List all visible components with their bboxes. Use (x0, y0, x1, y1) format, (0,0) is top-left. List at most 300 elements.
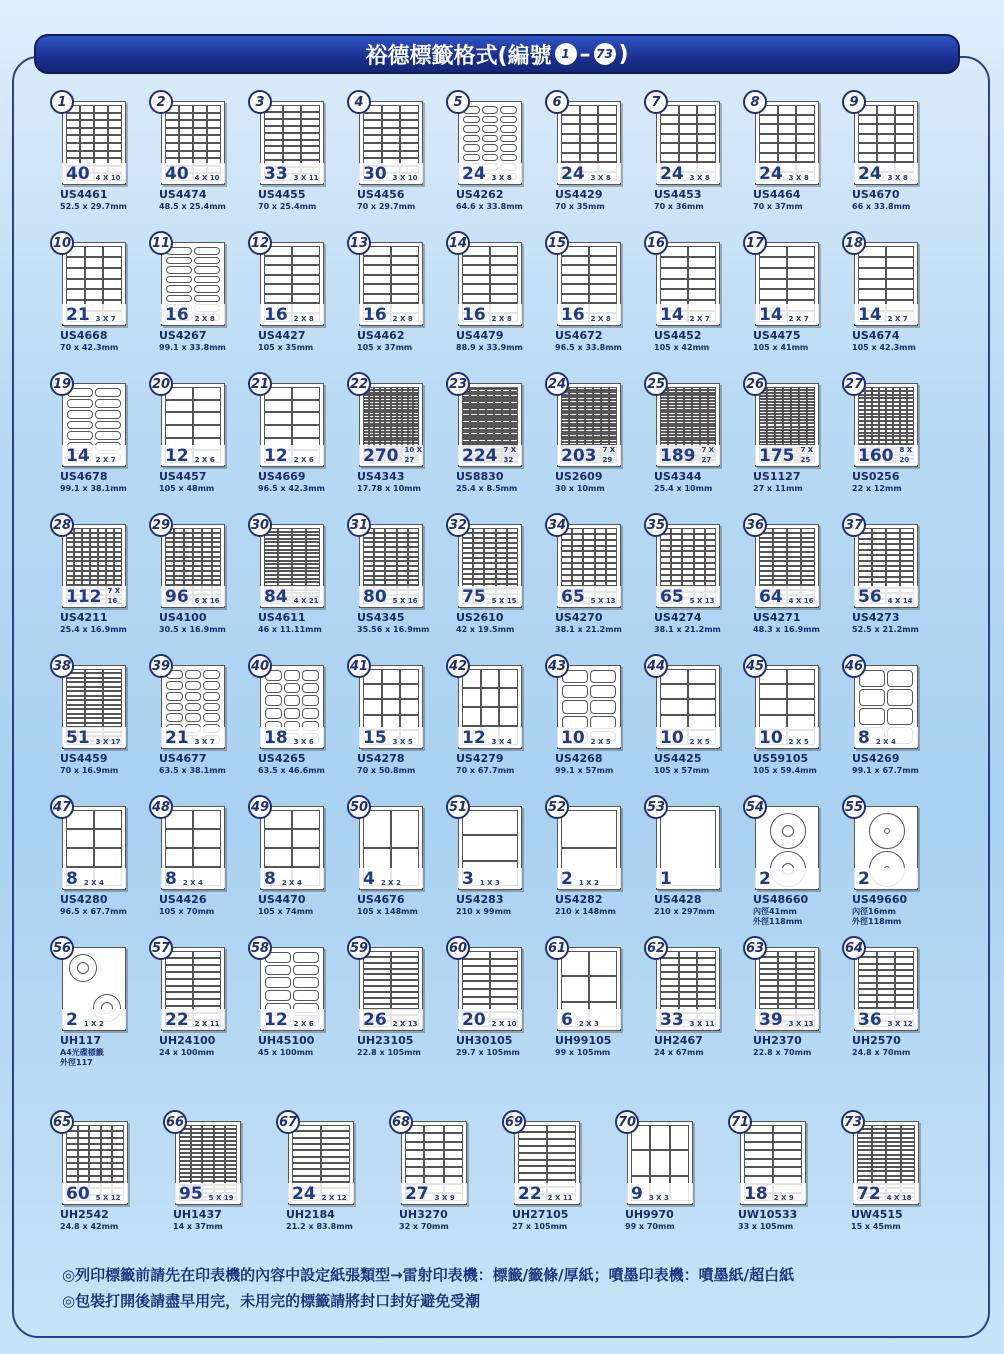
label-count: 9 (631, 1184, 643, 1204)
label-layout-dims: 2 X 7 (95, 456, 116, 464)
label-cell (179, 151, 193, 159)
label-size (60, 625, 127, 635)
label-cell (858, 153, 877, 163)
label-size-line: 105 x 148mm (357, 907, 418, 916)
label-size (159, 907, 214, 917)
label-cell (400, 699, 419, 714)
label-cell (66, 135, 80, 143)
label-count-badge (853, 1183, 919, 1203)
product-code: US4271 (753, 611, 801, 624)
label-format-card (276, 1110, 389, 1251)
label-cell (886, 289, 914, 300)
label-cell (895, 143, 914, 153)
label-format-card (50, 795, 149, 936)
label-count-badge (627, 1183, 693, 1203)
label-layout-dims: 3 X 13 (788, 1020, 814, 1028)
title-close: ) (618, 41, 629, 67)
label-cell (166, 276, 192, 284)
label-size-line: 210 x 297mm (654, 907, 715, 916)
label-cell (207, 113, 221, 121)
label-count-badge (740, 1183, 806, 1203)
label-size-line: 88.9 x 33.9mm (456, 343, 523, 352)
label-cell (283, 153, 302, 160)
label-layout-dims: 2 X 8 (590, 315, 611, 323)
cd-hole-shape (77, 962, 89, 974)
format-number-badge: 55 (842, 795, 866, 819)
label-cell (660, 979, 679, 986)
label-count-badge (656, 727, 720, 747)
label-format-card (163, 1110, 276, 1251)
product-code: US4345 (357, 611, 405, 624)
product-code: US4669 (258, 470, 306, 483)
label-size (654, 343, 709, 353)
label-count: 95 (179, 1184, 203, 1204)
label-cell (108, 120, 122, 128)
label-count-badge (656, 304, 720, 324)
format-number-badge: 42 (446, 654, 470, 678)
label-cell (264, 140, 283, 147)
label-cell (301, 119, 320, 126)
label-cell (688, 699, 716, 714)
label-count-badge (62, 1009, 126, 1029)
product-code: UH9970 (625, 1208, 674, 1221)
label-size (357, 484, 421, 494)
label-cell (462, 966, 490, 974)
label-cell (207, 135, 221, 143)
label-layout-dims: 2 X 11 (547, 1194, 573, 1202)
label-format-card (842, 795, 941, 936)
label-size-line: 105 x 70mm (159, 907, 215, 916)
product-code: US4470 (258, 893, 306, 906)
format-number-badge: 37 (842, 513, 866, 537)
format-number-badge: 38 (50, 654, 74, 678)
label-cell (292, 265, 320, 275)
label-cell (67, 399, 93, 408)
product-code: US4453 (654, 188, 702, 201)
label-format-card (841, 1110, 954, 1251)
format-number-badge: 45 (743, 654, 767, 678)
label-cell (697, 124, 716, 134)
label-size (753, 907, 802, 927)
label-cell (66, 143, 80, 151)
label-format-card (50, 936, 149, 1077)
label-count-badge (359, 304, 423, 324)
label-count: 6 (561, 1010, 573, 1030)
label-cell (895, 115, 914, 125)
label-format-card (502, 1110, 615, 1251)
label-count: 26 (363, 1010, 387, 1030)
label-layout-dims: 8 X 20 (899, 446, 913, 464)
label-count: 175 (759, 446, 795, 466)
label-layout-dims: 2 X 8 (392, 315, 413, 323)
product-code: UH30105 (456, 1034, 513, 1047)
label-cell (561, 294, 589, 304)
label-cell (179, 105, 193, 113)
label-layout-dims: 7 X 29 (602, 446, 616, 464)
label-layout-dims: 2 X 4 (281, 879, 302, 887)
label-cell (490, 275, 518, 285)
label-count-badge (288, 1183, 354, 1203)
label-cell (679, 143, 698, 153)
label-count-badge (458, 586, 522, 606)
label-cell (796, 105, 815, 115)
format-number-badge: 46 (842, 654, 866, 678)
label-cell (264, 400, 292, 413)
label-cell (561, 143, 580, 153)
label-cell (490, 246, 518, 256)
label-count: 12 (264, 446, 288, 466)
label-cell (688, 684, 716, 699)
label-cell (165, 135, 179, 143)
label-layout-dims: 2 X 4 (875, 738, 896, 746)
label-cell (561, 275, 589, 285)
format-number-badge: 23 (446, 372, 470, 396)
label-cell (165, 128, 179, 136)
label-count-badge (557, 304, 621, 324)
label-size (357, 907, 418, 917)
product-code: US4676 (357, 893, 405, 906)
label-size (357, 202, 415, 212)
label-size (852, 766, 919, 776)
label-size-line: 22.8 x 105mm (357, 1048, 421, 1057)
label-cell (482, 106, 499, 114)
label-format-card (149, 513, 248, 654)
footer-note-1: ◎列印標籤前請先在印表機的內容中設定紙張類型→雷射印表機：標籤/籤條/厚紙；噴墨印表機：噴墨紙/超白紙 (62, 1266, 795, 1284)
label-cell (589, 256, 617, 266)
label-size-line: 99.1 x 33.8mm (159, 343, 226, 352)
label-cell (194, 276, 220, 284)
label-count: 2 (858, 869, 870, 889)
format-number-badge: 47 (50, 795, 74, 819)
label-layout-dims: 2 X 4 (83, 879, 104, 887)
label-size-line: 38.1 x 21.2mm (654, 625, 721, 634)
format-number-badge: 29 (149, 513, 173, 537)
label-cell (193, 120, 207, 128)
label-format-card (149, 372, 248, 513)
label-cell (463, 125, 480, 133)
label-layout-dims: 2 X 2 (380, 879, 401, 887)
label-cell (462, 810, 518, 835)
label-cell (80, 120, 94, 128)
label-cell (482, 135, 499, 143)
label-cell (462, 284, 490, 294)
label-cell (165, 999, 193, 1006)
title-end-number: 73 (594, 43, 616, 65)
format-number-badge: 53 (644, 795, 668, 819)
label-cell (697, 134, 716, 144)
label-cell (744, 1159, 773, 1167)
label-count: 39 (759, 1010, 783, 1030)
label-cell (193, 829, 221, 848)
label-cell (481, 688, 500, 707)
label-size-line: 105 x 57mm (654, 766, 710, 775)
label-cell (796, 115, 815, 125)
label-count: 21 (165, 728, 189, 748)
label-cell (66, 848, 94, 867)
label-cell (382, 684, 401, 699)
label-cell (858, 134, 877, 144)
label-size (852, 202, 910, 212)
format-number-badge: 20 (149, 372, 173, 396)
label-size-line: 52.5 x 29.7mm (60, 202, 127, 211)
label-cell (67, 410, 93, 419)
label-cell (650, 1125, 669, 1150)
label-size-line: 21.2 x 83.8mm (286, 1222, 353, 1231)
label-format-card (149, 654, 248, 795)
product-code: US8830 (456, 470, 504, 483)
label-cell (66, 279, 85, 290)
product-code: US4282 (555, 893, 603, 906)
label-format-card (248, 231, 347, 372)
label-cell (302, 695, 319, 706)
label-layout-dims: 2 X 10 (491, 1020, 517, 1028)
label-layout-dims: 2 X 4 (182, 879, 203, 887)
format-number-badge: 50 (347, 795, 371, 819)
label-cell (462, 981, 490, 989)
label-cell (363, 128, 382, 136)
label-cell (165, 151, 179, 159)
label-size-line: 32 x 70mm (399, 1222, 449, 1231)
label-size-line: 105 x 74mm (258, 907, 314, 916)
label-cell (166, 713, 183, 722)
label-cell (547, 1125, 576, 1132)
label-count: 27 (405, 1184, 429, 1204)
label-cell (598, 115, 617, 125)
label-cell (265, 708, 282, 719)
label-cell (679, 105, 698, 115)
label-size-line: 105 x 42.3mm (852, 343, 916, 352)
label-count: 84 (264, 587, 288, 607)
label-cell (759, 279, 787, 290)
label-cell (292, 412, 320, 425)
label-cell (363, 265, 391, 275)
label-cell (382, 135, 401, 143)
label-cell (292, 256, 320, 266)
label-cell (778, 115, 797, 125)
label-cell (265, 695, 282, 706)
label-cell (292, 284, 320, 294)
label-format-card (248, 90, 347, 231)
label-cell (481, 669, 500, 688)
format-number-badge: 66 (163, 1110, 187, 1134)
label-format-card (644, 372, 743, 513)
label-size-line: 105 x 59.4mm (753, 766, 817, 775)
product-code: US48660 (753, 893, 809, 906)
label-size (555, 1048, 610, 1058)
label-count-badge (359, 163, 423, 183)
product-code: UH117 (60, 1034, 102, 1047)
label-size-line: 210 x 148mm (555, 907, 616, 916)
label-format-card (50, 372, 149, 513)
label-count-badge (62, 868, 126, 888)
label-layout-dims: 10 X 27 (404, 446, 423, 464)
label-size (654, 766, 709, 776)
label-cell (165, 412, 193, 425)
label-count-badge (161, 586, 225, 606)
label-count: 189 (660, 446, 696, 466)
label-size-line: 25.4 x 10mm (654, 484, 713, 493)
label-size-line: 70 x 67.7mm (456, 766, 515, 775)
label-cell (688, 289, 716, 300)
label-size-line: 96.5 x 67.7mm (60, 907, 127, 916)
label-size-line: 45 x 100mm (258, 1048, 314, 1057)
label-cell (301, 153, 320, 160)
footer-notes (62, 1262, 962, 1314)
label-format-card (842, 231, 941, 372)
label-cell (462, 974, 490, 982)
product-code: US4461 (60, 188, 108, 201)
label-count: 24 (759, 164, 783, 184)
label-format-card (545, 372, 644, 513)
format-number-badge: 22 (347, 372, 371, 396)
label-layout-dims: 4 X 18 (886, 1194, 912, 1202)
label-count: 36 (858, 1010, 882, 1030)
label-size-line: 64.6 x 33.8mm (456, 202, 523, 211)
label-count: 8 (165, 869, 177, 889)
label-cell (165, 848, 193, 867)
product-code: UH24100 (159, 1034, 216, 1047)
product-code: US4425 (654, 752, 702, 765)
label-size-line: 70 x 35mm (555, 202, 605, 211)
label-size (555, 907, 616, 917)
product-code: UH2542 (60, 1208, 109, 1221)
label-cell (103, 246, 122, 257)
label-format-card (743, 372, 842, 513)
label-cell (660, 153, 679, 163)
label-cell (778, 153, 797, 163)
label-cell (697, 965, 716, 972)
label-cell (580, 153, 599, 163)
label-cell (562, 700, 588, 713)
label-cell (264, 425, 292, 438)
label-count: 24 (858, 164, 882, 184)
label-cell (400, 113, 419, 121)
product-code: US4611 (258, 611, 306, 624)
label-format-card (347, 231, 446, 372)
label-cell (598, 143, 617, 153)
label-cell (877, 105, 896, 115)
label-cell (302, 670, 319, 681)
label-cell (283, 133, 302, 140)
label-cell (264, 829, 292, 848)
label-cell (80, 135, 94, 143)
label-cell (166, 681, 183, 690)
label-size (555, 625, 622, 635)
format-number-badge: 3 (248, 90, 272, 114)
label-cell (165, 113, 179, 121)
label-cell (193, 105, 207, 113)
format-number-badge: 65 (50, 1110, 74, 1134)
label-cell (562, 685, 588, 698)
label-cell (759, 684, 787, 699)
label-cell (490, 989, 518, 997)
label-size-line: A4光碟標籤 (60, 1048, 104, 1057)
label-format-grid (50, 90, 980, 1077)
label-cell (518, 1139, 547, 1146)
label-cell (787, 279, 815, 290)
label-size (654, 484, 712, 494)
label-cell (744, 1150, 773, 1158)
format-number-badge: 58 (248, 936, 272, 960)
label-cell (463, 144, 480, 152)
label-size-line-2: 外徑117 (60, 1058, 93, 1067)
label-cell (518, 1173, 547, 1180)
label-cell (264, 146, 283, 153)
label-cell (391, 284, 419, 294)
label-cell (85, 289, 104, 300)
label-size (852, 343, 916, 353)
label-cell (193, 972, 221, 979)
label-cell (590, 670, 616, 683)
label-size (654, 1048, 704, 1058)
label-cell (778, 124, 797, 134)
product-code: US4268 (555, 752, 603, 765)
label-size (456, 343, 523, 353)
label-cell (203, 681, 220, 690)
label-cell (94, 848, 122, 867)
label-count-badge (260, 304, 324, 324)
label-cell (778, 134, 797, 144)
product-code: US4278 (357, 752, 405, 765)
label-cell (265, 965, 291, 976)
title-text: 裕德標籤格式(編號 (365, 43, 552, 69)
label-size-line: 210 x 99mm (456, 907, 512, 916)
label-cell (561, 124, 580, 134)
label-cell (194, 295, 220, 303)
label-layout-dims: 2 X 7 (689, 315, 710, 323)
label-count-badge (854, 445, 918, 465)
label-cell (679, 965, 698, 972)
label-cell (744, 1142, 773, 1150)
label-layout-dims: 3 X 8 (590, 174, 611, 182)
label-size-line: 70 x 36mm (654, 202, 704, 211)
product-code: US4274 (654, 611, 702, 624)
label-cell (283, 119, 302, 126)
label-size (60, 1222, 118, 1232)
label-size-line: 99.1 x 67.7mm (852, 766, 919, 775)
label-cell (481, 707, 500, 726)
label-cell (94, 128, 108, 136)
label-cell (264, 284, 292, 294)
label-cell (382, 143, 401, 151)
label-cell (463, 135, 480, 143)
label-cell (185, 713, 202, 722)
label-cell (858, 143, 877, 153)
cd-hole-shape (782, 825, 794, 837)
label-cell (363, 294, 391, 304)
label-cell (561, 115, 580, 125)
label-cell (444, 1142, 463, 1150)
label-size (555, 343, 622, 353)
label-count-badge (854, 727, 918, 747)
product-code: UW10533 (738, 1208, 798, 1221)
label-cell (165, 425, 193, 438)
label-cell (292, 246, 320, 256)
label-cell (773, 1167, 802, 1175)
label-layout-dims: 2 X 7 (788, 315, 809, 323)
label-size (851, 1222, 901, 1232)
label-cell (688, 246, 716, 257)
label-format-card (248, 795, 347, 936)
label-cell (293, 977, 319, 988)
label-count-badge (557, 868, 621, 888)
label-cell (759, 124, 778, 134)
product-code: US49660 (852, 893, 908, 906)
label-format-card (347, 936, 446, 1077)
label-cell (787, 257, 815, 268)
label-cell (589, 246, 617, 256)
label-cell (886, 246, 914, 257)
